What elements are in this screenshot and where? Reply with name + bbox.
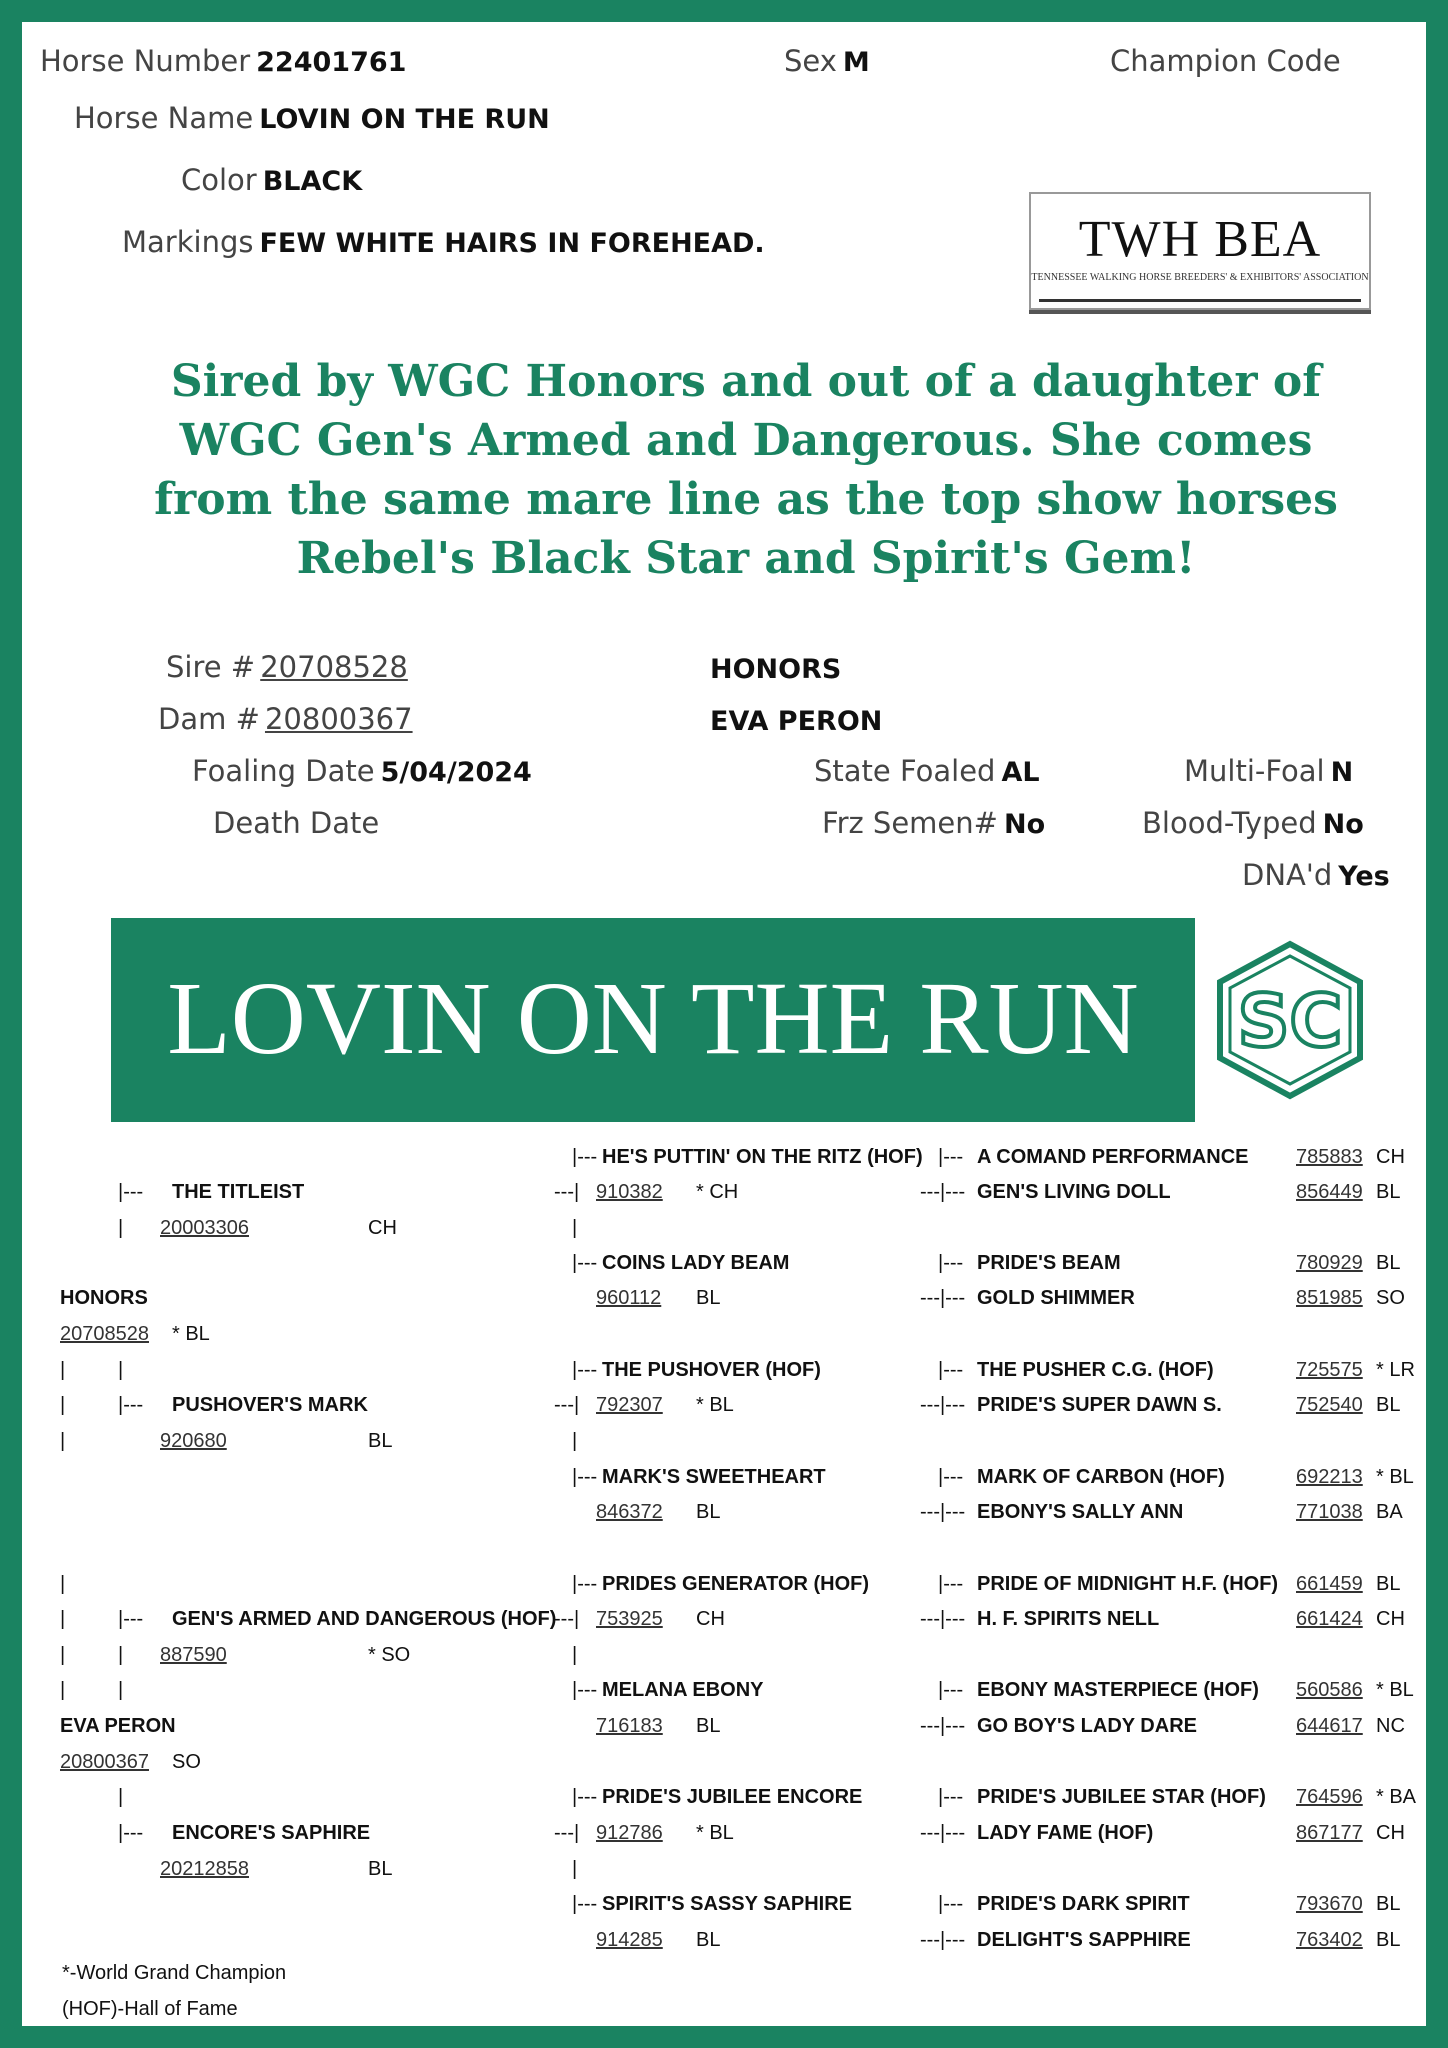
g4-number[interactable]: 661459	[1296, 1573, 1363, 1595]
connector-glyph: ---|	[554, 1394, 580, 1416]
g4-number[interactable]: 851985	[1296, 1287, 1363, 1309]
g4-number[interactable]: 785883	[1296, 1146, 1363, 1168]
horse-name-row	[74, 101, 550, 135]
connector-glyph: ---|	[554, 1181, 580, 1203]
connector-glyph: |---	[118, 1394, 144, 1416]
sire-number-link[interactable]: 20708528	[260, 650, 408, 684]
g3-code: BL	[696, 1929, 721, 1951]
foaling-date-label: Foaling Date	[192, 754, 375, 788]
logo-subtitle: TENNESSEE WALKING HORSE BREEDERS' & EXHIBITORS' ASSOCIATION	[1031, 272, 1369, 283]
connector-glyph: |	[572, 1644, 578, 1666]
g4-name: LADY FAME (HOF)	[977, 1822, 1154, 1844]
horse-name: LOVIN ON THE RUN	[259, 104, 550, 135]
horse-number-row	[40, 44, 406, 78]
promo-line: WGC Gen's Armed and Dangerous. She comes	[179, 415, 1313, 466]
g4-name: PRIDE'S DARK SPIRIT	[977, 1893, 1190, 1915]
horse-name-label: Horse Name	[74, 101, 254, 135]
g3-name: SPIRIT'S SASSY SAPHIRE	[602, 1893, 853, 1915]
state-foaled-row	[814, 754, 1040, 788]
g1-sire-number[interactable]: 20708528	[60, 1323, 149, 1345]
connector-glyph: |---	[572, 1146, 598, 1168]
g3-number[interactable]: 792307	[596, 1394, 663, 1416]
connector-glyph: |---	[938, 1146, 964, 1168]
connector-glyph: |---	[938, 1893, 964, 1915]
g4-name: EBONY'S SALLY ANN	[977, 1501, 1184, 1523]
g4-code: BL	[1376, 1394, 1401, 1416]
multi-foal: N	[1330, 757, 1354, 788]
connector-glyph: ---|---	[920, 1181, 966, 1203]
g4-name: GOLD SHIMMER	[977, 1287, 1135, 1309]
blood-typed-row	[1142, 806, 1364, 840]
g3-code: BL	[696, 1287, 721, 1309]
connector-glyph: |	[60, 1359, 66, 1381]
foaling-date-row	[192, 754, 532, 788]
g3-number[interactable]: 910382	[596, 1181, 663, 1203]
connector-glyph: |---	[118, 1608, 144, 1630]
promo-line: Sired by WGC Honors and out of a daughter of	[170, 356, 1322, 407]
g1-dam-name: EVA PERON	[60, 1715, 176, 1737]
g2-name: ENCORE'S SAPHIRE	[172, 1822, 371, 1844]
g4-name: PRIDE'S JUBILEE STAR (HOF)	[977, 1786, 1266, 1808]
sc-hexagon-logo-icon	[1214, 940, 1366, 1100]
g4-number[interactable]: 867177	[1296, 1822, 1363, 1844]
g4-name: H. F. SPIRITS NELL	[977, 1608, 1160, 1630]
g2-name: THE TITLEIST	[172, 1181, 305, 1203]
logo-bar	[1039, 299, 1361, 302]
name-banner	[111, 918, 1195, 1122]
connector-glyph: |---	[572, 1679, 598, 1701]
connector-glyph: |---	[938, 1573, 964, 1595]
connector-glyph: ---|---	[920, 1501, 966, 1523]
g2-name: PUSHOVER'S MARK	[172, 1394, 368, 1416]
connector-glyph: |---	[572, 1359, 598, 1381]
g2-code: BL	[368, 1430, 393, 1452]
footnote-wgc: *-World Grand Champion	[62, 1962, 287, 1984]
dam-number-link[interactable]: 20800367	[264, 702, 413, 736]
connector-glyph: |	[60, 1430, 66, 1452]
connector-glyph: |	[118, 1359, 124, 1381]
death-date-row	[213, 806, 379, 840]
g1-dam-number[interactable]: 20800367	[60, 1751, 149, 1773]
g3-number[interactable]: 716183	[596, 1715, 663, 1737]
g3-number[interactable]: 753925	[596, 1608, 663, 1630]
horse-number: 22401761	[256, 47, 407, 78]
connector-glyph: |---	[572, 1893, 598, 1915]
champion-code-row	[1110, 44, 1341, 78]
twhbea-logo	[1029, 192, 1371, 310]
g4-number[interactable]: 661424	[1296, 1608, 1363, 1630]
connector-glyph: |	[572, 1217, 578, 1239]
g2-code: BL	[368, 1858, 393, 1880]
promo-line: Rebel's Black Star and Spirit's Gem!	[296, 533, 1196, 584]
g4-code: CH	[1376, 1146, 1405, 1168]
connector-glyph: |---	[938, 1679, 964, 1701]
g4-name: MARK OF CARBON (HOF)	[977, 1466, 1225, 1488]
g4-name: GO BOY'S LADY DARE	[977, 1715, 1197, 1737]
connector-glyph: |	[118, 1786, 124, 1808]
svg-text:SC: SC	[1237, 979, 1343, 1063]
g2-number[interactable]: 20003306	[160, 1217, 249, 1239]
sex-label: Sex	[784, 44, 837, 78]
g3-name: PRIDE'S JUBILEE ENCORE	[602, 1786, 863, 1808]
g3-code: CH	[696, 1608, 725, 1630]
g4-name: THE PUSHER C.G. (HOF)	[977, 1359, 1214, 1381]
g3-number[interactable]: 960112	[596, 1287, 662, 1309]
connector-glyph: |---	[572, 1466, 598, 1488]
g4-code: * LR	[1376, 1359, 1415, 1381]
blood-typed: No	[1322, 809, 1364, 840]
state-foaled: AL	[1001, 757, 1040, 788]
g1-dam-code: SO	[172, 1751, 201, 1773]
g4-code: BL	[1376, 1252, 1401, 1274]
g4-number[interactable]: 764596	[1296, 1786, 1363, 1808]
g4-code: CH	[1376, 1608, 1405, 1630]
g3-code: * CH	[696, 1181, 739, 1203]
connector-glyph: |---	[572, 1786, 598, 1808]
g3-name: HE'S PUTTIN' ON THE RITZ (HOF)	[602, 1146, 923, 1168]
connector-glyph: |	[60, 1394, 66, 1416]
g4-number[interactable]: 856449	[1296, 1181, 1363, 1203]
promo-text	[82, 352, 1410, 588]
g3-number[interactable]: 846372	[596, 1501, 663, 1523]
connector-glyph: |---	[118, 1181, 144, 1203]
g4-code: BL	[1376, 1893, 1401, 1915]
g4-number[interactable]: 763402	[1296, 1929, 1363, 1951]
blood-typed-label: Blood-Typed	[1142, 806, 1317, 840]
g4-number[interactable]: 644617	[1296, 1715, 1363, 1737]
g3-code: BL	[696, 1715, 721, 1737]
g4-code: * BL	[1376, 1466, 1414, 1488]
connector-glyph: |	[118, 1644, 124, 1666]
g2-code: * SO	[368, 1644, 411, 1666]
g4-number[interactable]: 560586	[1296, 1679, 1363, 1701]
g3-name: COINS LADY BEAM	[602, 1252, 790, 1274]
sex-row	[784, 44, 870, 78]
connector-glyph: ---|---	[920, 1822, 966, 1844]
g4-code: SO	[1376, 1287, 1405, 1309]
g4-name: GEN'S LIVING DOLL	[977, 1181, 1171, 1203]
markings-value: FEW WHITE HAIRS IN FOREHEAD.	[259, 228, 765, 259]
g2-number[interactable]: 920680	[160, 1430, 227, 1452]
g4-code: BL	[1376, 1929, 1401, 1951]
g2-number[interactable]: 20212858	[160, 1858, 249, 1880]
g4-code: * BL	[1376, 1679, 1414, 1701]
connector-glyph: |	[118, 1679, 124, 1701]
multi-foal-row	[1184, 754, 1353, 788]
connector-glyph: |	[118, 1217, 124, 1239]
g3-name: MELANA EBONY	[602, 1679, 764, 1701]
g3-number[interactable]: 914285	[596, 1929, 663, 1951]
connector-glyph: ---|	[554, 1822, 580, 1844]
g4-name: PRIDE'S SUPER DAWN S.	[977, 1394, 1222, 1416]
connector-glyph: |---	[118, 1822, 144, 1844]
connector-glyph: |	[60, 1573, 66, 1595]
color-value: BLACK	[262, 166, 363, 197]
connector-glyph: |	[572, 1858, 578, 1880]
g4-code: CH	[1376, 1822, 1405, 1844]
sire-row	[166, 650, 408, 684]
g4-number[interactable]: 752540	[1296, 1394, 1363, 1416]
g3-number[interactable]: 912786	[596, 1822, 663, 1844]
g2-number[interactable]: 887590	[160, 1644, 227, 1666]
dnad-row	[1242, 858, 1390, 892]
connector-glyph: |---	[572, 1573, 598, 1595]
foaling-date: 5/04/2024	[380, 757, 532, 788]
dam-name: EVA PERON	[710, 706, 883, 737]
g4-number[interactable]: 725575	[1296, 1359, 1363, 1381]
g4-code: BL	[1376, 1573, 1401, 1595]
champion-code-label: Champion Code	[1110, 44, 1341, 78]
g3-name: MARK'S SWEETHEART	[602, 1466, 826, 1488]
g4-code: BL	[1376, 1181, 1401, 1203]
g4-name: DELIGHT'S SAPPHIRE	[977, 1929, 1191, 1951]
frz-semen-row	[822, 806, 1045, 840]
g3-name: THE PUSHOVER (HOF)	[602, 1359, 821, 1381]
g4-code: NC	[1376, 1715, 1405, 1737]
markings-row	[122, 225, 765, 259]
g4-number[interactable]: 793670	[1296, 1893, 1363, 1915]
connector-glyph: |	[60, 1679, 66, 1701]
g4-code: * BA	[1376, 1786, 1417, 1808]
multi-foal-label: Multi-Foal	[1184, 754, 1325, 788]
connector-glyph: |---	[938, 1466, 964, 1488]
state-foaled-label: State Foaled	[814, 754, 996, 788]
dnad: Yes	[1338, 861, 1390, 892]
g4-number[interactable]: 780929	[1296, 1252, 1363, 1274]
connector-glyph: ---|---	[920, 1394, 966, 1416]
banner-title: LOVIN ON THE RUN	[167, 961, 1139, 1076]
connector-glyph: ---|---	[920, 1715, 966, 1737]
g4-number[interactable]: 771038	[1296, 1501, 1363, 1523]
sire-label: Sire #	[166, 650, 256, 684]
connector-glyph: |---	[938, 1252, 964, 1274]
horse-number-label: Horse Number	[40, 44, 251, 78]
g3-code: * BL	[696, 1822, 734, 1844]
g4-name: PRIDE OF MIDNIGHT H.F. (HOF)	[977, 1573, 1279, 1595]
g1-sire-name: HONORS	[60, 1287, 148, 1309]
frz-semen-label: Frz Semen#	[822, 806, 998, 840]
g2-name: GEN'S ARMED AND DANGEROUS (HOF)	[172, 1608, 557, 1630]
g3-name: PRIDES GENERATOR (HOF)	[602, 1573, 870, 1595]
connector-glyph: ---|	[554, 1608, 580, 1630]
sex-value: M	[842, 47, 870, 78]
dam-label: Dam #	[158, 702, 260, 736]
connector-glyph: ---|---	[920, 1608, 966, 1630]
g4-name: A COMAND PERFORMANCE	[977, 1146, 1249, 1168]
connector-glyph: ---|---	[920, 1929, 966, 1951]
dnad-label: DNA'd	[1242, 858, 1333, 892]
connector-glyph: |	[572, 1430, 578, 1452]
sire-name: HONORS	[710, 654, 842, 685]
connector-glyph: |	[60, 1608, 66, 1630]
g4-code: BA	[1376, 1501, 1403, 1523]
g3-code: * BL	[696, 1394, 734, 1416]
g4-name: EBONY MASTERPIECE (HOF)	[977, 1679, 1259, 1701]
connector-glyph: |---	[938, 1786, 964, 1808]
death-date-label: Death Date	[213, 806, 380, 840]
g4-name: PRIDE'S BEAM	[977, 1252, 1121, 1274]
connector-glyph: |---	[938, 1359, 964, 1381]
color-row	[181, 163, 362, 197]
connector-glyph: |---	[572, 1252, 598, 1274]
g4-number[interactable]: 692213	[1296, 1466, 1363, 1488]
frz-semen: No	[1003, 809, 1046, 840]
color-label: Color	[181, 163, 257, 197]
dam-row	[158, 702, 413, 736]
logo-text: TWH BEA	[1078, 211, 1322, 268]
connector-glyph: ---|---	[920, 1287, 966, 1309]
connector-glyph: |	[60, 1644, 66, 1666]
markings-label: Markings	[122, 225, 254, 259]
footnote-hof: (HOF)-Hall of Fame	[62, 1998, 238, 2020]
promo-line: from the same mare line as the top show horses	[154, 474, 1338, 525]
g2-code: CH	[368, 1217, 397, 1239]
g3-code: BL	[696, 1501, 721, 1523]
g1-sire-code: * BL	[172, 1323, 210, 1345]
